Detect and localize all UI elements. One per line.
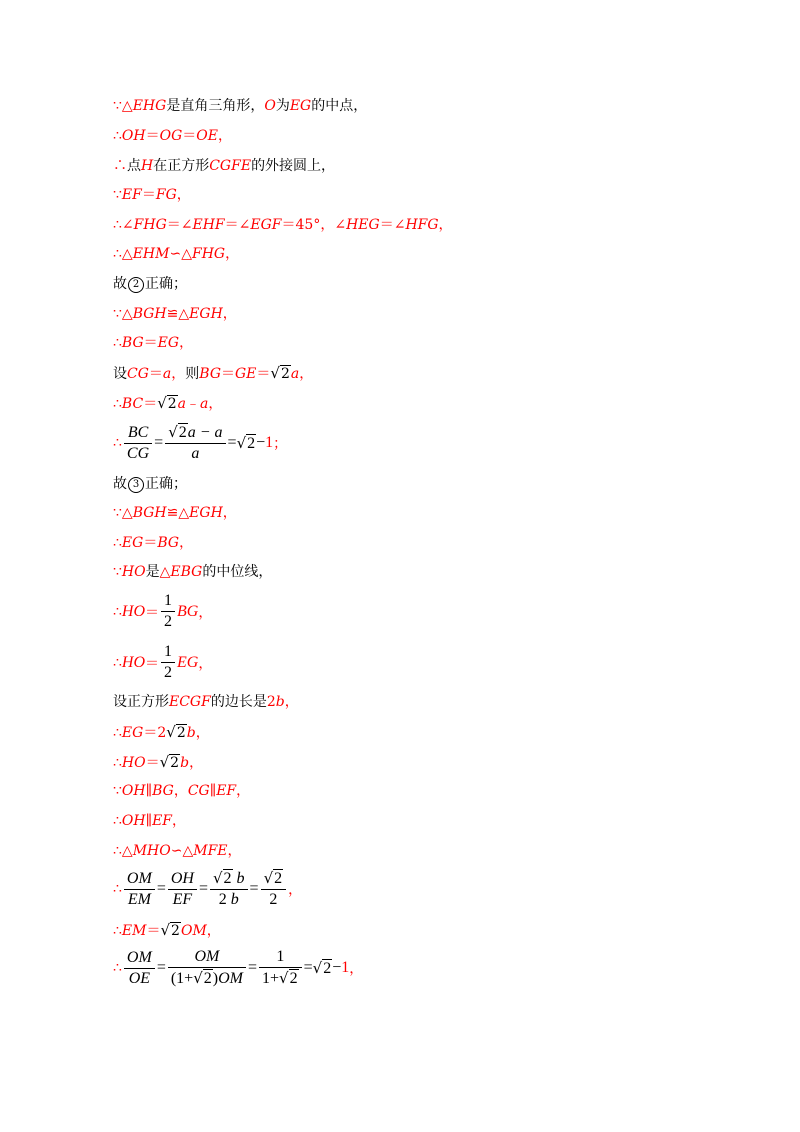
var: CGFE bbox=[209, 158, 252, 174]
triangle-symbol: △ bbox=[181, 246, 192, 262]
comma: ， bbox=[299, 366, 314, 382]
var: HEG bbox=[346, 217, 380, 233]
triangle-symbol: △ bbox=[121, 246, 133, 262]
angle-symbol: ∠ bbox=[238, 217, 251, 233]
text: 的边长是 bbox=[210, 694, 267, 710]
line-2 bbox=[113, 126, 232, 146]
line-14 bbox=[113, 503, 237, 523]
number: 2 bbox=[266, 694, 276, 710]
line-16 bbox=[113, 562, 272, 582]
var: OM bbox=[218, 970, 243, 987]
var: ECGF bbox=[169, 694, 211, 710]
radicand: 2 bbox=[176, 725, 186, 741]
var: EHG bbox=[132, 98, 167, 114]
parallel-symbol: ∥ bbox=[145, 783, 153, 799]
var: a bbox=[187, 424, 196, 441]
equals: ＝ bbox=[143, 725, 158, 741]
therefore-symbol: ∴ bbox=[113, 654, 122, 671]
var: HO bbox=[121, 755, 146, 771]
therefore-symbol: ∴ bbox=[113, 813, 122, 829]
var: CG bbox=[187, 783, 210, 799]
equals: ＝ bbox=[224, 217, 239, 233]
var: EG bbox=[177, 653, 199, 671]
sqrt bbox=[160, 752, 180, 773]
text: 为 bbox=[275, 98, 290, 114]
therefore-symbol: ∴ bbox=[113, 128, 122, 144]
comma: ， bbox=[227, 843, 242, 859]
line-3 bbox=[113, 156, 335, 176]
var: EGH bbox=[189, 505, 223, 521]
equals: ＝ bbox=[143, 335, 158, 351]
text: 点 bbox=[127, 158, 141, 174]
comma: ， bbox=[320, 217, 335, 233]
because-symbol: ∵ bbox=[113, 564, 122, 580]
sqrt bbox=[270, 363, 290, 384]
comma: ， bbox=[217, 128, 232, 144]
var: EF bbox=[121, 187, 142, 203]
angle-symbol: ∠ bbox=[121, 217, 134, 233]
var: OH bbox=[121, 128, 146, 144]
comma: ， bbox=[195, 725, 210, 741]
fraction bbox=[124, 870, 155, 909]
radicand: 2 bbox=[280, 366, 290, 382]
because-symbol: ∵ bbox=[113, 505, 122, 521]
therefore-symbol: ∴ bbox=[113, 435, 122, 451]
denominator: a bbox=[191, 445, 200, 462]
radicand: 2 bbox=[171, 923, 180, 939]
var: BC bbox=[121, 396, 144, 412]
var: HFG bbox=[405, 217, 439, 233]
number: 1 bbox=[265, 434, 274, 451]
var: BG bbox=[121, 335, 144, 351]
var: OG bbox=[159, 128, 183, 144]
var: FHG bbox=[191, 246, 226, 262]
number: 1 bbox=[262, 970, 271, 987]
var: EM bbox=[121, 923, 147, 939]
comma: ， bbox=[438, 217, 453, 233]
line-13 bbox=[113, 474, 187, 494]
comma: ， bbox=[284, 694, 299, 710]
radicand: 2 bbox=[323, 959, 332, 977]
text: 是直角三角形， bbox=[166, 98, 265, 114]
because-symbol: ∵ bbox=[113, 187, 122, 203]
line-23 bbox=[113, 811, 186, 831]
degree-value: 45° bbox=[295, 217, 321, 233]
equals: ＝ bbox=[221, 366, 235, 382]
denominator: CG bbox=[126, 444, 150, 462]
radicand: 2 bbox=[178, 424, 187, 441]
line-17 bbox=[113, 592, 212, 631]
comma: ， bbox=[349, 961, 364, 977]
radicand: 2 bbox=[247, 434, 256, 452]
therefore-symbol: ∴ bbox=[113, 335, 122, 351]
radical-sign: √ bbox=[159, 753, 170, 771]
var: OE bbox=[196, 128, 218, 144]
text: 则 bbox=[185, 366, 200, 382]
equals: ＝ bbox=[148, 366, 163, 382]
line-7 bbox=[113, 274, 187, 294]
radical-sign: √ bbox=[168, 423, 178, 441]
equals: ＝ bbox=[143, 535, 158, 551]
fraction bbox=[210, 869, 248, 909]
radical-sign: √ bbox=[166, 723, 176, 741]
line-6 bbox=[113, 244, 239, 264]
var: b bbox=[275, 694, 285, 710]
fraction bbox=[161, 643, 175, 682]
congruent-symbol: ≌ bbox=[166, 505, 179, 521]
sqrt bbox=[160, 920, 180, 941]
fraction bbox=[261, 869, 287, 909]
therefore-symbol: ∴ bbox=[113, 603, 122, 620]
text: 的中位线， bbox=[202, 564, 273, 580]
angle-symbol: ∠ bbox=[334, 217, 347, 233]
fraction bbox=[161, 592, 175, 631]
circled-3-icon: 3 bbox=[128, 477, 144, 493]
var: MFE bbox=[193, 843, 228, 859]
angle-symbol: ∠ bbox=[180, 217, 193, 233]
triangle-symbol: △ bbox=[178, 505, 190, 521]
numerator: 1 bbox=[161, 643, 175, 663]
var: BG bbox=[177, 602, 199, 620]
similar-symbol: ∽ bbox=[170, 843, 183, 859]
var: EHM bbox=[132, 246, 170, 262]
comma: ， bbox=[208, 396, 223, 412]
denominator: EF bbox=[172, 890, 193, 908]
line-20 bbox=[113, 722, 210, 742]
line-26 bbox=[113, 920, 221, 940]
sqrt bbox=[166, 722, 186, 743]
comma: ， bbox=[236, 783, 251, 799]
var: EG bbox=[157, 335, 180, 351]
equals: ＝ bbox=[141, 187, 156, 203]
equals: ＝ bbox=[145, 604, 160, 621]
numerator bbox=[210, 869, 248, 890]
number: 1 bbox=[176, 970, 185, 987]
numerator: OM bbox=[124, 949, 155, 969]
var: a bbox=[177, 396, 187, 412]
line-1 bbox=[113, 96, 367, 116]
var: GE bbox=[235, 366, 257, 382]
var: b bbox=[236, 870, 245, 887]
numerator bbox=[261, 869, 287, 890]
var: EG bbox=[289, 98, 312, 114]
equals: ＝ bbox=[145, 755, 160, 771]
radical-sign: √ bbox=[263, 869, 274, 887]
triangle-symbol: △ bbox=[121, 306, 133, 322]
text: 在正方形 bbox=[153, 158, 210, 174]
line-25: ∴ $\frac{OM}{EM}$ = $\frac{OH}{EF}$ = $\frac{√2 b}{2 b}$ = $\frac{√2}{2}$ ， bbox=[113, 869, 303, 908]
numerator: 1 bbox=[161, 592, 175, 612]
var: EGF bbox=[250, 217, 282, 233]
therefore-symbol: ∴ bbox=[113, 396, 122, 412]
text: 故 bbox=[113, 476, 127, 492]
numerator: BC bbox=[124, 424, 152, 444]
var: EG bbox=[121, 725, 144, 741]
var: EF bbox=[216, 783, 237, 799]
comma: ， bbox=[173, 783, 188, 799]
var: EHF bbox=[192, 217, 225, 233]
parallel-symbol: ∥ bbox=[209, 783, 217, 799]
numerator: 1 bbox=[259, 948, 302, 968]
var: HO bbox=[121, 564, 146, 580]
var: FHG bbox=[133, 217, 167, 233]
var: BGH bbox=[132, 306, 167, 322]
denominator: OE bbox=[128, 969, 151, 987]
var: EG bbox=[121, 535, 144, 551]
radicand: 2 bbox=[170, 755, 180, 771]
var: HO bbox=[121, 653, 146, 671]
var: EF bbox=[152, 813, 173, 829]
equals: ＝ bbox=[379, 217, 394, 233]
congruent-symbol: ≌ bbox=[166, 306, 179, 322]
therefore-symbol: ∴ bbox=[113, 755, 122, 771]
line-5 bbox=[113, 215, 453, 235]
text: 是 bbox=[145, 564, 160, 580]
var: EGH bbox=[189, 306, 223, 322]
sqrt bbox=[157, 393, 177, 414]
parallel-symbol: ∥ bbox=[145, 813, 153, 829]
var: b bbox=[230, 891, 239, 908]
fraction bbox=[124, 949, 155, 988]
equals: ＝ bbox=[145, 128, 160, 144]
line-19 bbox=[113, 692, 299, 712]
line-24 bbox=[113, 841, 242, 861]
triangle-symbol: △ bbox=[121, 843, 133, 859]
line-12: ∴ $\frac{BC}{CG}$ = $\frac{√2a - a}{a}$ =√2−1； bbox=[113, 423, 288, 462]
numerator: √2a − a bbox=[165, 423, 225, 444]
text: 的外接圆上， bbox=[251, 158, 336, 174]
text: 故 bbox=[113, 276, 127, 292]
numerator: OM bbox=[124, 870, 155, 890]
var: BG bbox=[199, 366, 221, 382]
comma: ， bbox=[198, 655, 213, 672]
circled-2-icon: 2 bbox=[128, 277, 144, 293]
var: b bbox=[186, 725, 196, 741]
because-symbol: ∵ bbox=[113, 306, 122, 322]
comma: ， bbox=[222, 306, 237, 322]
therefore-symbol: ∴ bbox=[113, 535, 122, 551]
denominator: EM bbox=[127, 890, 151, 908]
triangle-symbol: △ bbox=[121, 505, 133, 521]
var: a bbox=[214, 424, 223, 441]
denominator bbox=[210, 890, 248, 909]
therefore-symbol: ∴ bbox=[113, 246, 122, 262]
radicand: 2 bbox=[289, 970, 298, 987]
radical-sign: √ bbox=[212, 869, 223, 887]
radical-sign: √ bbox=[193, 969, 203, 987]
equals: ＝ bbox=[256, 366, 271, 382]
comma: ， bbox=[176, 187, 191, 203]
therefore-symbol: ∴ bbox=[113, 843, 122, 859]
line-21 bbox=[113, 752, 203, 772]
comma: ， bbox=[288, 882, 303, 898]
angle-symbol: ∠ bbox=[393, 217, 406, 233]
minus: ﹣ bbox=[186, 396, 201, 412]
triangle-symbol: △ bbox=[182, 843, 194, 859]
comma: ， bbox=[172, 813, 187, 829]
fraction bbox=[168, 948, 246, 988]
numerator: OM bbox=[168, 948, 246, 968]
fraction bbox=[124, 424, 152, 463]
var: EBG bbox=[170, 564, 203, 580]
text: 的中点， bbox=[311, 98, 368, 114]
therefore-symbol: ∴ bbox=[113, 923, 122, 939]
radicand: 2 bbox=[167, 396, 177, 412]
radical-sign: √ bbox=[160, 921, 171, 939]
denominator: 1+√2 bbox=[262, 969, 298, 987]
radicand: 2 bbox=[274, 870, 283, 887]
comma: ， bbox=[179, 335, 194, 351]
radical-sign: √ bbox=[236, 433, 247, 452]
numerator: OH bbox=[168, 870, 197, 890]
line-9 bbox=[113, 333, 193, 353]
line-10 bbox=[113, 363, 313, 383]
text: 正确； bbox=[145, 276, 187, 292]
therefore-symbol: ∴ bbox=[113, 158, 127, 174]
equals: ＝ bbox=[281, 217, 296, 233]
var: b bbox=[180, 755, 190, 771]
fraction bbox=[168, 870, 197, 909]
comma: ， bbox=[179, 535, 194, 551]
text: 设正方形 bbox=[113, 694, 169, 710]
var: a bbox=[290, 366, 300, 382]
comma: ， bbox=[198, 604, 213, 621]
equals: ＝ bbox=[166, 217, 181, 233]
comma: ， bbox=[171, 366, 186, 382]
equals: ＝ bbox=[143, 396, 158, 412]
line-8 bbox=[113, 304, 237, 324]
because-symbol: ∵ bbox=[113, 98, 122, 114]
var: H bbox=[141, 158, 154, 174]
comma: ， bbox=[206, 923, 221, 939]
therefore-symbol: ∴ bbox=[113, 725, 122, 741]
radical-sign: √ bbox=[270, 364, 280, 382]
var: OM bbox=[180, 923, 207, 939]
var: BG bbox=[152, 783, 174, 799]
text: 设 bbox=[113, 366, 127, 382]
var: O bbox=[264, 98, 276, 114]
denominator: 2 bbox=[164, 664, 173, 681]
triangle-symbol: △ bbox=[178, 306, 190, 322]
comma: ， bbox=[222, 505, 237, 521]
because-symbol: ∵ bbox=[113, 783, 122, 799]
radicand: 2 bbox=[203, 970, 212, 987]
comma: ， bbox=[189, 755, 204, 771]
var: HO bbox=[121, 602, 146, 620]
therefore-symbol: ∴ bbox=[113, 217, 122, 233]
line-18 bbox=[113, 643, 212, 682]
semicolon: ； bbox=[273, 436, 288, 452]
number: 2 bbox=[218, 891, 227, 908]
var: BG bbox=[157, 535, 180, 551]
line-15 bbox=[113, 533, 193, 553]
line-4 bbox=[113, 185, 191, 205]
denominator: (1+√2)OM bbox=[170, 969, 243, 987]
var: CG bbox=[127, 366, 149, 382]
fraction bbox=[259, 948, 302, 988]
var: OH bbox=[121, 783, 146, 799]
var: BGH bbox=[132, 505, 167, 521]
number: 2 bbox=[157, 725, 167, 741]
equals: ＝ bbox=[145, 655, 160, 672]
therefore-symbol: ∴ bbox=[113, 960, 122, 976]
equals: ＝ bbox=[182, 128, 197, 144]
var: FG bbox=[155, 187, 177, 203]
triangle-symbol: △ bbox=[121, 98, 133, 114]
var: MHO bbox=[132, 843, 171, 859]
therefore-symbol: ∴ bbox=[113, 881, 122, 897]
denominator: 2 bbox=[269, 891, 278, 908]
radicand: 2 bbox=[223, 870, 232, 887]
var: OH bbox=[121, 813, 146, 829]
comma: ， bbox=[225, 246, 240, 262]
line-22 bbox=[113, 781, 250, 801]
similar-symbol: ∽ bbox=[169, 246, 182, 262]
triangle-symbol: △ bbox=[159, 564, 171, 580]
radical-sign: √ bbox=[312, 958, 323, 977]
radical-sign: √ bbox=[279, 969, 289, 987]
equals: ＝ bbox=[146, 923, 161, 939]
var: a bbox=[200, 396, 209, 412]
text: 正确； bbox=[145, 476, 187, 492]
var: a bbox=[162, 366, 172, 382]
radical-sign: √ bbox=[157, 394, 167, 412]
line-27: ∴ $\frac{OM}{OE}$ = $\frac{OM}{(1+√2)OM}$ = $\frac{1}{1+√2}$ =√2−1， bbox=[113, 948, 364, 987]
line-11 bbox=[113, 393, 222, 413]
denominator: 2 bbox=[164, 613, 173, 630]
fraction bbox=[165, 423, 225, 463]
number: 1 bbox=[341, 959, 350, 976]
